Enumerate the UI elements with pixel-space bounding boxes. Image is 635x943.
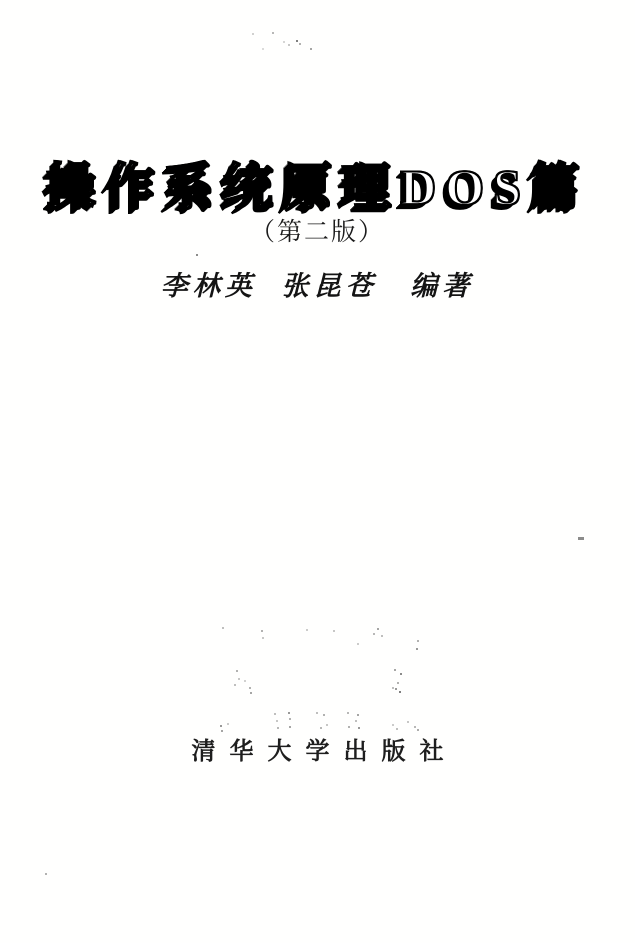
book-title: 操作系统原理DOS篇 (46, 158, 589, 215)
edition-label: （第二版） (249, 219, 385, 246)
authors-role: 编著 (410, 271, 475, 301)
scan-noise-dash (578, 537, 584, 540)
author-name-1: 李林英 (160, 271, 257, 301)
scan-noise-specks (0, 0, 2, 2)
publisher-name: 清华大学出版社 (191, 738, 458, 765)
author-name-2: 张昆苍 (281, 271, 378, 301)
authors-line (0, 269, 635, 303)
